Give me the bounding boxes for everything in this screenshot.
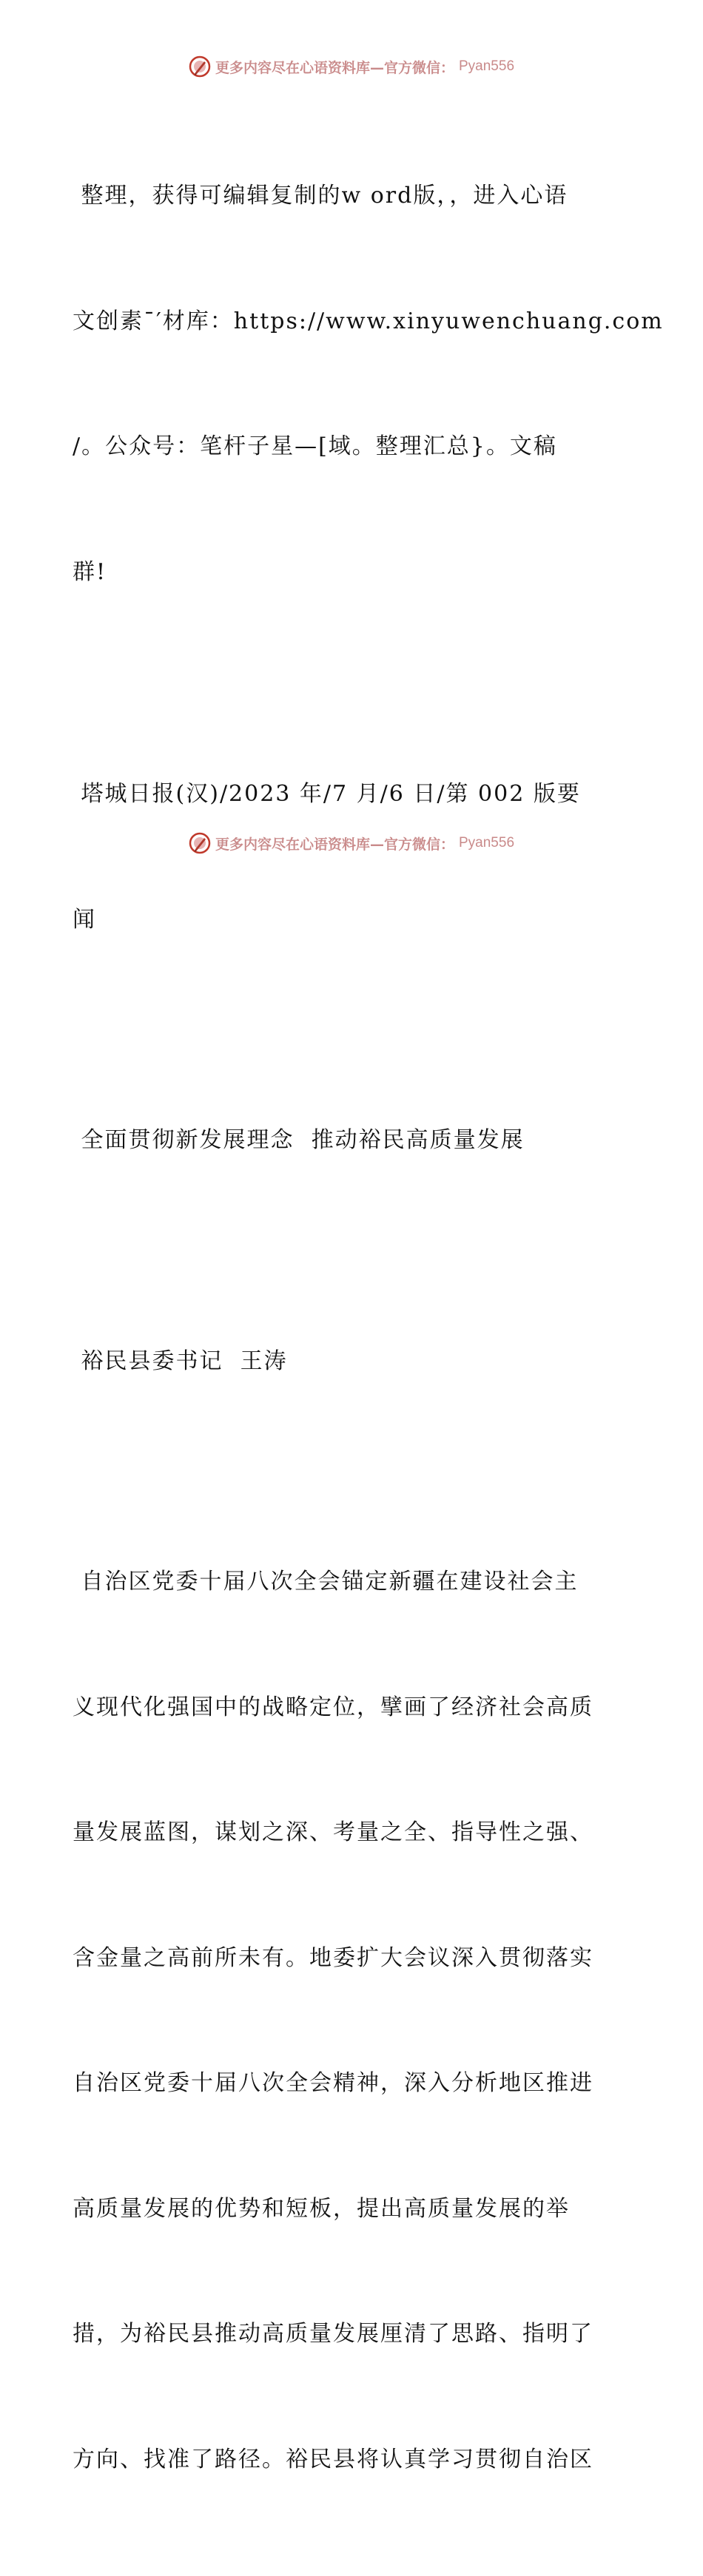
article-title — [73, 1036, 635, 1245]
text-line: 全面贯彻新发展理念 推动裕民高质量发展 — [73, 1127, 525, 1153]
pen-logo-icon — [189, 55, 211, 78]
watermark-text: 更多内容尽在心语资料库—官方微信： — [215, 59, 454, 76]
text-line: 闻 — [73, 906, 96, 933]
text-line: 自治区党委十届八次全会锚定新疆在建设社会主 — [73, 1569, 579, 1595]
text-line: 自治区党委十届八次全会精神，深入分析地区推进 — [73, 2070, 593, 2096]
source-paragraph — [73, 690, 635, 1024]
text-line: 含金量之高前所未有。地委扩大会议深入贯彻落实 — [73, 1944, 593, 1971]
text-line: 群! — [73, 558, 107, 585]
text-line: 措，为裕民县推动高质量发展厘清了思路、指明了 — [73, 2321, 593, 2347]
text-line: /。公众号：笔杆子星—[域。整理汇总}。文稿 — [73, 433, 557, 459]
watermark-handle: Pyan556 — [459, 58, 515, 74]
header-watermark — [0, 53, 703, 80]
text-line: 量发展蓝图，谋划之深、考量之全、指导性之强、 — [73, 1819, 593, 1845]
text-line: 义现代化强国中的战略定位，擘画了经济社会高质 — [73, 1694, 593, 1720]
pen-logo-icon — [189, 832, 211, 854]
article-author — [73, 1257, 635, 1467]
text-line: 整理，获得可编辑复制的w ord版，，进入心语 — [73, 183, 568, 209]
text-line: 高质量发展的优势和短板，提出高质量发展的举 — [73, 2195, 570, 2222]
text-line: 塔城日报(汉)/2023 年/7 月/6 日/第 002 版要 — [73, 781, 581, 807]
text-line: 方向、找准了路径。裕民县将认真学习贯彻自治区 — [73, 2446, 593, 2472]
footer-watermark — [0, 830, 703, 856]
text-line: 裕民县委书记 王涛 — [73, 1348, 288, 1374]
intro-paragraph — [73, 92, 664, 677]
watermark-handle: Pyan556 — [459, 835, 515, 851]
text-line: 文创素¯′材库：https://www.xinyuwenchuang.com — [73, 308, 664, 334]
body-paragraph — [73, 1478, 635, 2564]
watermark-text: 更多内容尽在心语资料库—官方微信： — [215, 836, 454, 853]
document-body — [73, 92, 664, 2576]
